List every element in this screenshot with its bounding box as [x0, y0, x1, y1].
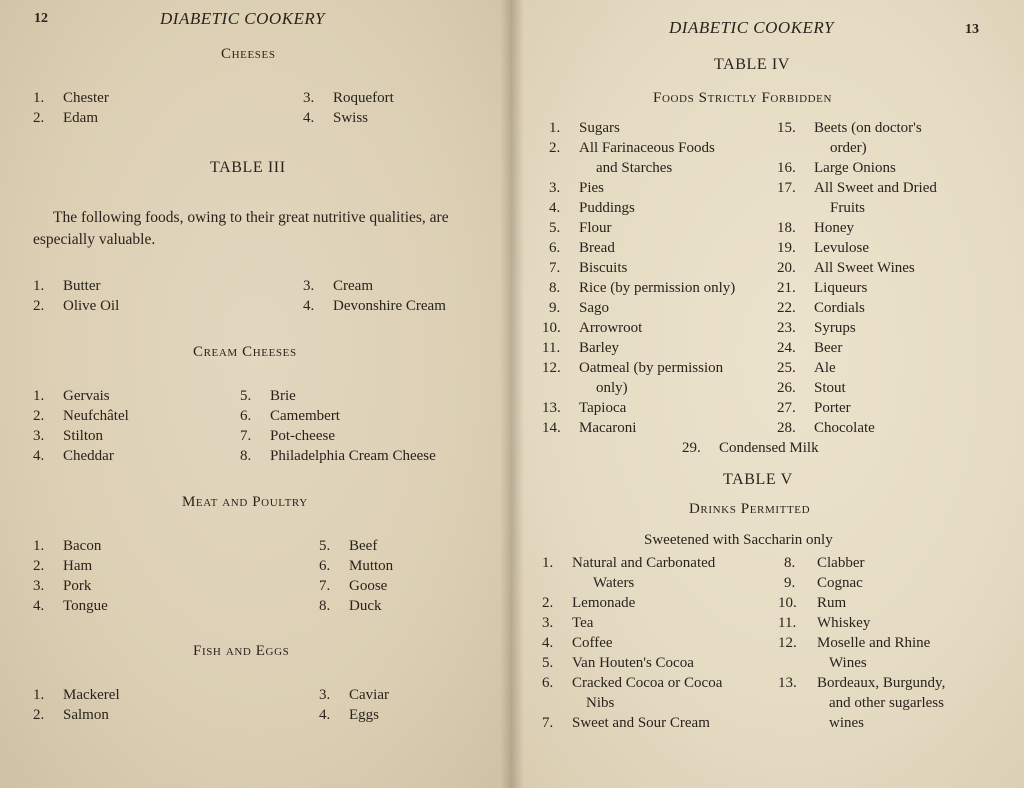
item-text: Cheddar: [63, 448, 114, 464]
list-item: [830, 140, 867, 157]
item-number: 20.: [777, 260, 796, 276]
item-text: Wines: [829, 655, 867, 671]
item-text: order): [830, 140, 867, 156]
item-number: 3.: [303, 90, 315, 106]
list-item: [240, 408, 340, 425]
item-text: Condensed Milk: [719, 440, 819, 456]
item-number: 4.: [303, 110, 315, 126]
list-item: [777, 220, 854, 237]
item-text: Pork: [63, 578, 92, 594]
item-number: 5.: [319, 538, 331, 554]
item-text: Caviar: [349, 687, 389, 703]
item-text: wines: [829, 715, 864, 731]
item-number: 18.: [777, 220, 796, 236]
item-number: 26.: [777, 380, 796, 396]
item-number: 4.: [549, 200, 561, 216]
item-number: 8.: [240, 448, 252, 464]
item-number: 22.: [777, 300, 796, 316]
list-item: [777, 160, 896, 177]
item-number: 7.: [549, 260, 561, 276]
list-item: [777, 420, 875, 437]
list-item: [303, 278, 373, 295]
list-item: [778, 595, 846, 612]
list-item: [303, 298, 446, 315]
item-text: Devonshire Cream: [333, 298, 446, 314]
list-item: [784, 575, 863, 592]
item-text: All Farinaceous Foods: [579, 140, 715, 156]
item-text: Waters: [593, 575, 635, 591]
list-item: [549, 280, 735, 297]
list-item: [549, 120, 620, 137]
item-text: Beef: [349, 538, 378, 554]
item-number: 19.: [777, 240, 796, 256]
list-item: [240, 388, 296, 405]
item-number: 10.: [542, 320, 561, 336]
item-text: Large Onions: [814, 160, 896, 176]
table-paragraph: The following foods, owing to their great nutritive qualities, are especially valuable.: [33, 209, 449, 248]
section-subheading: Sweetened with Saccharin only: [644, 532, 833, 548]
item-number: 10.: [778, 595, 797, 611]
item-number: 11.: [778, 615, 797, 631]
item-text: All Sweet Wines: [814, 260, 915, 276]
item-number: 12.: [778, 635, 797, 651]
item-text: Chester: [63, 90, 109, 106]
item-text: Eggs: [349, 707, 379, 723]
list-item: [549, 300, 609, 317]
item-text: Beets (on doctor's: [814, 120, 922, 136]
list-item: [777, 240, 869, 257]
table-title: TABLE V: [723, 471, 793, 488]
list-item: [549, 240, 615, 257]
item-number: 8.: [784, 555, 796, 571]
section-heading-cheeses: Cheeses: [221, 46, 276, 62]
item-text: All Sweet and Dried: [814, 180, 937, 196]
section-heading-forbidden: Foods Strictly Forbidden: [653, 90, 833, 106]
list-item: [240, 428, 335, 445]
item-text: Olive Oil: [63, 298, 120, 314]
item-text: Oatmeal (by permission: [579, 360, 724, 376]
page-number: 12: [34, 11, 48, 26]
item-text: Cordials: [814, 300, 865, 316]
item-number: 6.: [319, 558, 331, 574]
list-item: [778, 635, 930, 652]
list-item: [33, 278, 101, 295]
item-text: Rice (by permission only): [579, 280, 736, 296]
item-number: 1.: [33, 90, 45, 106]
item-number: 1.: [542, 555, 554, 571]
item-number: 2.: [33, 408, 45, 424]
item-text: Pot-cheese: [270, 428, 335, 444]
item-text: Natural and Carbonated: [572, 555, 716, 571]
table-title: TABLE IV: [714, 56, 790, 73]
item-number: 2.: [33, 298, 45, 314]
item-number: 23.: [777, 320, 796, 336]
item-text: Stout: [814, 380, 846, 396]
item-number: 8.: [319, 598, 331, 614]
item-text: Cognac: [817, 575, 863, 591]
item-number: 1.: [33, 538, 45, 554]
list-item: [549, 200, 635, 217]
item-number: 5.: [240, 388, 252, 404]
item-text: Syrups: [814, 320, 856, 336]
item-number: 13.: [778, 675, 797, 691]
item-text: Coffee: [572, 635, 613, 651]
item-text: Bordeaux, Burgundy,: [817, 675, 946, 691]
list-item: [778, 615, 870, 632]
list-item: [319, 578, 387, 595]
list-item: [303, 110, 368, 127]
item-text: Salmon: [63, 707, 109, 723]
list-item: [549, 140, 715, 157]
list-item: [542, 420, 636, 437]
item-text: Nibs: [586, 695, 615, 711]
item-number: 4.: [319, 707, 331, 723]
list-item: [33, 110, 98, 127]
list-item: [777, 320, 856, 337]
item-number: 15.: [777, 120, 796, 136]
item-text: Mutton: [349, 558, 394, 574]
item-text: Edam: [63, 110, 98, 126]
list-item: [33, 558, 92, 575]
item-text: Stilton: [63, 428, 104, 444]
item-text: and Starches: [596, 160, 673, 176]
item-text: Sago: [579, 300, 609, 316]
list-item: [33, 538, 101, 555]
list-item: [777, 400, 851, 417]
item-number: 5.: [549, 220, 561, 236]
list-item: [33, 408, 129, 425]
list-item: [542, 635, 613, 652]
item-text: Tongue: [63, 598, 108, 614]
item-number: 1.: [33, 278, 45, 294]
item-number: 1.: [33, 687, 45, 703]
running-head: DIABETIC COOKERY: [669, 18, 834, 37]
item-text: Gervais: [63, 388, 110, 404]
item-text: only): [596, 380, 628, 396]
list-item: [319, 538, 377, 555]
item-text: Goose: [349, 578, 388, 594]
list-item: [777, 180, 937, 197]
item-text: Brie: [270, 388, 296, 404]
item-number: 3.: [33, 578, 45, 594]
item-text: Flour: [579, 220, 612, 236]
item-text: Lemonade: [572, 595, 636, 611]
item-text: Puddings: [579, 200, 635, 216]
item-text: Porter: [814, 400, 851, 416]
list-item: [777, 300, 865, 317]
item-text: Rum: [817, 595, 847, 611]
item-text: Tea: [572, 615, 594, 631]
item-text: and other sugarless: [829, 695, 944, 711]
item-number: 9.: [784, 575, 796, 591]
list-item: [829, 695, 944, 712]
list-item: [777, 340, 842, 357]
list-item: [777, 380, 846, 397]
item-number: 3.: [319, 687, 331, 703]
list-item: [33, 687, 120, 704]
running-head: DIABETIC COOKERY: [160, 9, 325, 28]
item-number: 6.: [240, 408, 252, 424]
page-number: 13: [965, 22, 979, 37]
list-item: [778, 675, 945, 692]
item-text: Camembert: [270, 408, 340, 424]
item-number: 14.: [542, 420, 561, 436]
item-number: 29.: [682, 440, 701, 456]
item-text: Cream: [333, 278, 373, 294]
list-item: [829, 715, 864, 732]
list-item: [784, 555, 864, 572]
item-number: 2.: [33, 707, 45, 723]
section-heading-fish-eggs: Fish and Eggs: [193, 643, 290, 659]
item-text: Duck: [349, 598, 382, 614]
list-item: [549, 180, 604, 197]
item-text: Butter: [63, 278, 101, 294]
list-item: [33, 388, 110, 405]
list-item: [33, 707, 109, 724]
item-text: Cracked Cocoa or Cocoa: [572, 675, 723, 691]
item-number: 25.: [777, 360, 796, 376]
item-number: 2.: [549, 140, 561, 156]
item-text: Barley: [579, 340, 619, 356]
item-number: 7.: [240, 428, 252, 444]
item-number: 27.: [777, 400, 796, 416]
section-heading-drinks: Drinks Permitted: [689, 501, 811, 517]
list-item: [33, 428, 103, 445]
item-number: 17.: [777, 180, 796, 196]
item-number: 3.: [549, 180, 561, 196]
list-item: [319, 598, 382, 615]
item-text: Roquefort: [333, 90, 394, 106]
list-item: [777, 360, 836, 377]
item-text: Sweet and Sour Cream: [572, 715, 710, 731]
item-text: Philadelphia Cream Cheese: [270, 448, 436, 464]
item-text: Levulose: [814, 240, 869, 256]
list-item: [303, 90, 394, 107]
item-number: 11.: [542, 340, 561, 356]
item-number: 6.: [549, 240, 561, 256]
list-item: [777, 260, 915, 277]
item-number: 3.: [33, 428, 45, 444]
list-item: [549, 260, 627, 277]
list-item: [829, 655, 867, 672]
list-item: [542, 320, 642, 337]
item-number: 28.: [777, 420, 796, 436]
item-text: Moselle and Rhine: [817, 635, 931, 651]
item-number: 2.: [33, 558, 45, 574]
list-item: [542, 400, 626, 417]
item-number: 4.: [33, 598, 45, 614]
item-number: 2.: [542, 595, 554, 611]
list-item: [33, 448, 114, 465]
list-item: [549, 220, 612, 237]
item-text: Tapioca: [579, 400, 627, 416]
item-text: Ham: [63, 558, 93, 574]
item-text: Chocolate: [814, 420, 875, 436]
table-title: TABLE III: [210, 159, 286, 176]
item-text: Ale: [814, 360, 836, 376]
item-number: 4.: [303, 298, 315, 314]
list-item: [542, 555, 715, 572]
item-number: 24.: [777, 340, 796, 356]
list-item: [542, 675, 722, 692]
item-number: 2.: [33, 110, 45, 126]
right-page: [512, 0, 1024, 788]
list-item: [542, 340, 619, 357]
item-text: Arrowroot: [579, 320, 643, 336]
list-item: [586, 695, 614, 712]
item-text: Swiss: [333, 110, 369, 126]
list-item: [319, 558, 393, 575]
list-item: [33, 298, 119, 315]
list-item: [319, 707, 379, 724]
item-number: 8.: [549, 280, 561, 296]
item-number: 1.: [549, 120, 561, 136]
item-text: Mackerel: [63, 687, 120, 703]
item-text: Whiskey: [817, 615, 871, 631]
item-text: Pies: [579, 180, 605, 196]
list-item: [240, 448, 436, 465]
list-item: [593, 575, 634, 592]
item-text: Bacon: [63, 538, 102, 554]
list-item: [33, 578, 91, 595]
item-text: Sugars: [579, 120, 620, 136]
list-item: [319, 687, 389, 704]
list-item: [682, 440, 819, 457]
item-number: 1.: [33, 388, 45, 404]
item-number: 21.: [777, 280, 796, 296]
item-text: Clabber: [817, 555, 865, 571]
section-heading-cream-cheeses: Cream Cheeses: [193, 344, 297, 360]
item-text: Macaroni: [579, 420, 637, 436]
item-number: 13.: [542, 400, 561, 416]
list-item: [33, 598, 108, 615]
list-item: [542, 715, 710, 732]
item-number: 16.: [777, 160, 796, 176]
item-number: 5.: [542, 655, 554, 671]
item-number: 7.: [319, 578, 331, 594]
section-heading-meat-poultry: Meat and Poultry: [182, 494, 308, 510]
list-item: [542, 655, 694, 672]
item-text: Bread: [579, 240, 615, 256]
list-item: [596, 160, 672, 177]
list-item: [542, 615, 593, 632]
item-number: 6.: [542, 675, 554, 691]
item-text: Honey: [814, 220, 854, 236]
item-number: 4.: [33, 448, 45, 464]
item-number: 3.: [303, 278, 315, 294]
item-number: 12.: [542, 360, 561, 376]
list-item: [777, 120, 922, 137]
list-item: [33, 90, 109, 107]
item-text: Liqueurs: [814, 280, 868, 296]
item-text: Beer: [814, 340, 843, 356]
list-item: [596, 380, 628, 397]
item-number: 4.: [542, 635, 554, 651]
list-item: [542, 595, 635, 612]
item-number: 7.: [542, 715, 554, 731]
item-number: 9.: [549, 300, 561, 316]
item-text: Van Houten's Cocoa: [572, 655, 694, 671]
list-item: [777, 280, 867, 297]
item-text: Biscuits: [579, 260, 628, 276]
list-item: [830, 200, 865, 217]
item-text: Neufchâtel: [63, 408, 129, 424]
item-text: Fruits: [830, 200, 866, 216]
item-number: 3.: [542, 615, 554, 631]
list-item: [542, 360, 723, 377]
